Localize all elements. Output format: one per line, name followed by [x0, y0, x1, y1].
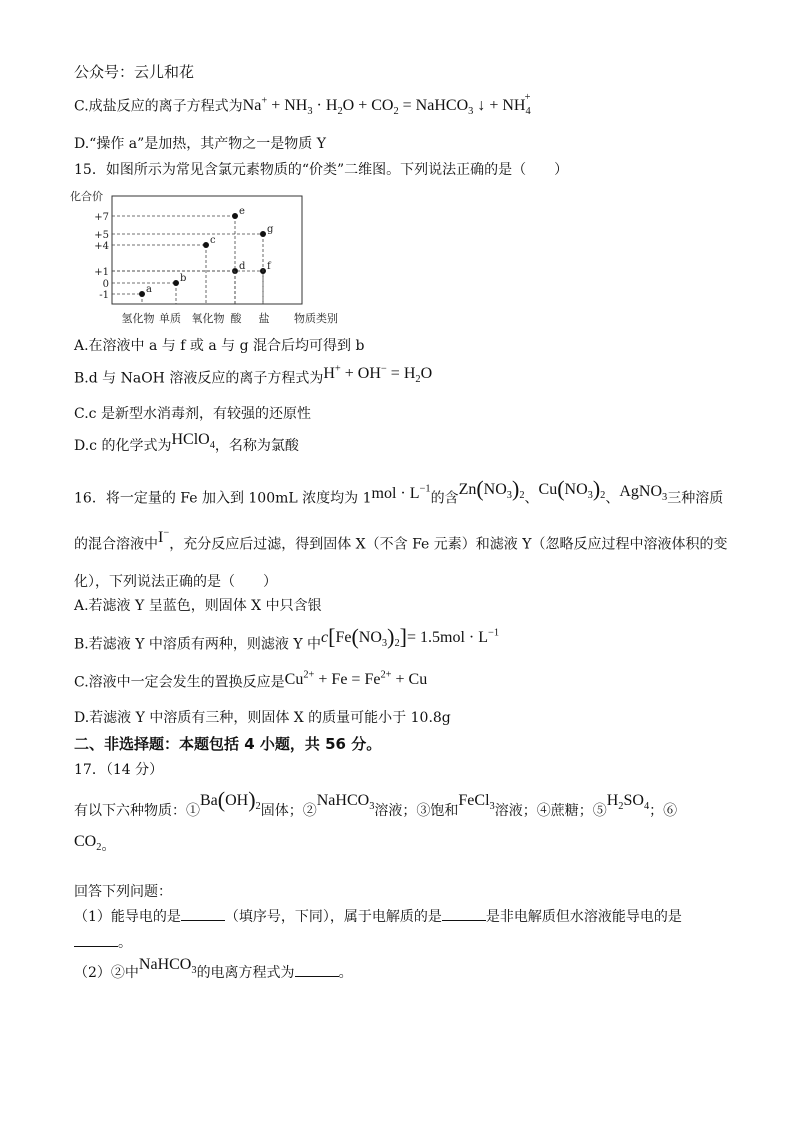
q17-p2-nahco3: NaHCO$_3$: [138, 956, 197, 977]
q14-option-d: D.“操作 a”是加热，其产物之一是物质 Y: [74, 136, 326, 152]
q17-substances: 有以下六种物质：$①Ba(OH)_2$固体；②NaHCO$_3$溶液；③饱和FeCl$_3$溶液；④蔗糖；$⑤H_2SO_4$；⑥: [74, 787, 678, 819]
q16-b-expression: $c[Fe(NO_3)_2]= 1.5mol \cdot L^{-1}$: [321, 624, 500, 650]
y-tick-label: +7: [94, 212, 109, 223]
q15-stem: 15．如图所示为常见含氯元素物质的“价类”二维图。下列说法正确的是（ ）: [74, 162, 569, 178]
q16-option-a: A.若滤液 Y 呈蓝色，则固体 X 中只含银: [74, 598, 322, 614]
q17-fecl3: FeCl$_3$: [458, 792, 495, 813]
valence-class-chart: [70, 186, 340, 330]
q15-option-a: A.在溶液中 a 与 f 或 a 与 g 混合后均可得到 b: [74, 338, 365, 354]
point-label-f: f: [267, 261, 271, 272]
q16-line3: 化），下列说法正确的是（ ）: [74, 574, 277, 590]
q17-nahco3: NaHCO$_3$: [316, 792, 375, 813]
q16-c-equation: $Cu^{2+} + Fe = Fe^{2+} + Cu$: [284, 670, 428, 689]
y-axis-label: 化合价: [70, 190, 103, 203]
q15-option-b: B.d 与 NaOH 溶液反应的离子方程式为$H^+ + OH^- = H_2O$: [74, 364, 433, 387]
q17-number: 17．（14 分）: [74, 762, 164, 778]
point-b: [173, 280, 179, 286]
header-label: 公众号：云儿和花: [74, 63, 195, 81]
y-tick-label: +5: [94, 230, 109, 241]
x-category-label: 氧化物: [191, 312, 225, 325]
point-c: [203, 242, 209, 248]
point-label-e: e: [239, 206, 245, 217]
point-label-c: c: [210, 235, 216, 246]
q16-line2: 的混合溶液中I−，充分反应后过滤，得到固体 X（不含 Fe 元素）和滤液 Y（忽略反应过程中溶液体积的变: [74, 528, 728, 553]
point-label-b: b: [180, 273, 187, 284]
q15-option-d: D.c 的化学式为HClO$_4$，名称为氯酸: [74, 431, 299, 454]
q17-prompt: 回答下列问题：: [74, 884, 172, 900]
chart-frame: [112, 196, 302, 304]
section-2-title: 二、非选择题：本题包括 4 小题，共 56 分。: [74, 735, 382, 753]
q16-option-b: B.若滤液 Y 中溶质有两种，则滤液 Y 中$c[Fe(NO_3)_2]= 1.5mol \cdot L^{-1}$: [74, 624, 500, 653]
x-category-label: 单质: [159, 312, 181, 325]
q17-baoh2: $Ba(OH)_2$: [200, 787, 261, 813]
y-tick-label: +1: [94, 267, 109, 278]
q17-part2: （2）②中NaHCO$_3$的电离方程式为 。: [74, 956, 353, 981]
y-tick-label: 0: [102, 279, 109, 290]
x-category-label: 氢化物: [121, 312, 155, 325]
q15-b-equation: $H^+ + OH^- = H_2O$: [323, 364, 433, 386]
q17-co2-line: $CO_2$。: [74, 833, 116, 854]
y-tick-label: -1: [99, 290, 109, 301]
x-category-label: 盐: [258, 312, 270, 325]
answer-blank[interactable]: [74, 932, 118, 947]
q17-h2so4: $H_2SO_4$: [606, 792, 650, 813]
point-label-g: g: [267, 224, 274, 235]
y-tick-label: +4: [94, 241, 109, 252]
q14-equation: $Na^+ + NH_3 \cdot H_2O + CO_2$ = NaHCO$_3$ ↓ + $NH_4^+$: [242, 92, 531, 118]
point-e: [232, 213, 238, 219]
x-axis-label: 物质类别: [294, 312, 338, 325]
point-label-a: a: [146, 284, 152, 295]
q16-ag-nitrate: AgNO$_3$: [619, 483, 668, 504]
answer-blank[interactable]: [442, 906, 486, 921]
q16-option-c: C.溶液中一定会发生的置换反应是$Cu^{2+} + Fe = Fe^{2+} + Cu$: [74, 670, 428, 691]
point-g: [260, 231, 266, 237]
q17-part1-cont: 。: [74, 932, 132, 953]
point-label-d: d: [239, 261, 246, 272]
q15-formula: HClO$_4$: [171, 431, 215, 452]
point-a: [139, 291, 145, 297]
q16-zn-nitrate: $Zn(NO_3)_2$: [458, 476, 525, 502]
q17-co2: $CO_2$: [74, 833, 102, 854]
q16-line1: 16．将一定量的 Fe 加入到 100mL 浓度均为 $1mol \cdot L^{-1}$的含$Zn(NO_3)_2$、$Cu(NO_3)_2$、AgNO$_3$三种溶质: [74, 476, 724, 507]
x-category-label: 酸: [230, 312, 242, 325]
q14-option-c: C.成盐反应的离子方程式为$Na^+ + NH_3 \cdot H_2O + CO_2$ = NaHCO$_3$ ↓ + $NH_4^+$: [74, 92, 531, 118]
q16-cu-nitrate: $Cu(NO_3)_2$: [538, 476, 606, 502]
q16-option-d: D.若滤液 Y 中溶质有三种，则固体 X 的质量可能小于 10.8g: [74, 710, 451, 726]
chart-svg: [70, 186, 340, 326]
answer-blank[interactable]: [181, 906, 225, 921]
q17-part1: （1）能导电的是 （填序号，下同），属于电解质的是 是非电解质但水溶液能导电的是: [74, 906, 682, 927]
answer-blank[interactable]: [295, 962, 339, 977]
q15-option-c: C.c 是新型水消毒剂，有较强的还原性: [74, 406, 311, 422]
